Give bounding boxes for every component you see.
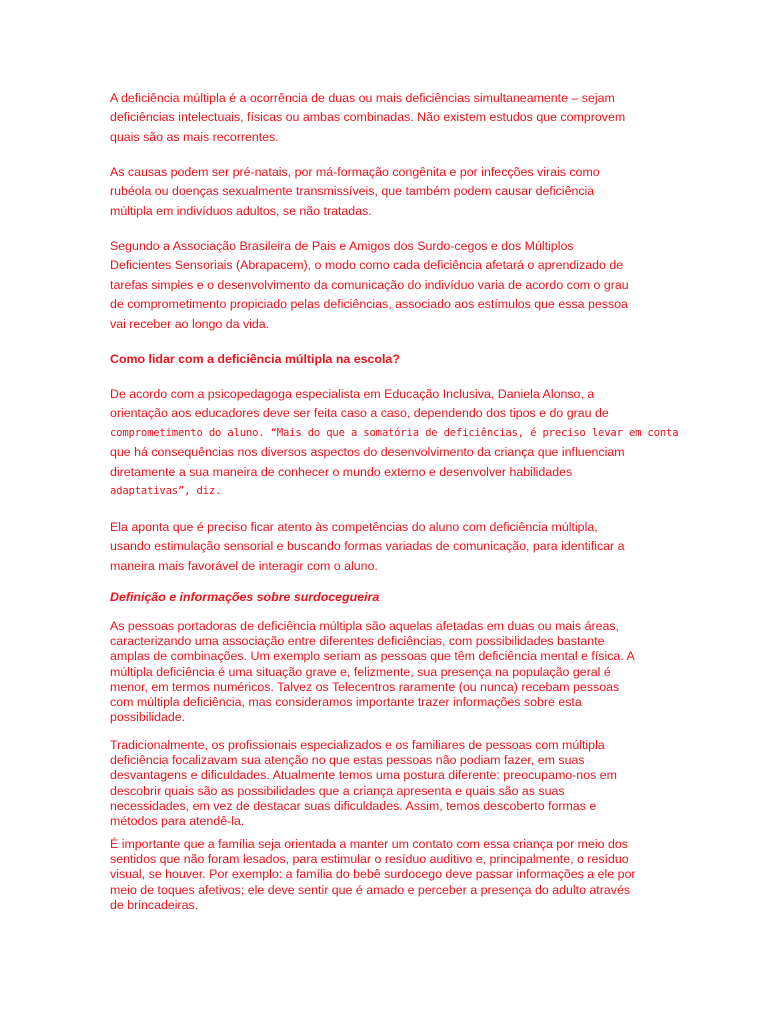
text-line: visual, se houver. Por exemplo: a família do bebê surdocego deve passar informações a ele por — [110, 867, 636, 882]
text-line: de brincadeiras. — [110, 897, 199, 912]
text-line: As causas podem ser pré-natais, por má-formação congênita e por infecções virais como — [110, 165, 600, 179]
text-line: comprometimento do aluno. “Mais do que a somatória de deficiências, é preciso levar em conta — [110, 426, 679, 439]
text-line: menor, em termos numéricos. Talvez os Telecentros raramente (ou nunca) recebam pessoas — [110, 679, 620, 694]
text-line: De acordo com a psicopedagoga especialista em Educação Inclusiva, Daniela Alonso, a — [110, 387, 595, 401]
text-line: quais são as mais recorrentes. — [110, 129, 279, 144]
paragraph-psychopedagogue — [110, 385, 679, 501]
text-line: possibilidade. — [110, 710, 186, 725]
paragraph-family — [110, 837, 670, 913]
text-line: tarefas simples e o desenvolvimento da comunicação do indivíduo varia de acordo com o grau — [110, 277, 629, 292]
text-line: métodos para atendê-la. — [110, 814, 245, 829]
paragraph-causes — [110, 163, 670, 221]
section-heading-deafblindness: Definição e informações sobre surdocegueira — [110, 590, 380, 604]
paragraph-definition — [110, 619, 670, 725]
text-line: caracterizando uma associação entre diferentes deficiências, com possibilidades bastante — [110, 634, 605, 649]
text-line: desvantagens e dificuldades. Atualmente temos uma postura diferente: preocupamo-nos em — [110, 768, 617, 783]
text-line: orientação aos educadores deve ser feita caso a caso, dependendo dos tipos e do grau de — [110, 406, 609, 421]
text-line: diretamente a sua maneira de conhecer o mundo externo e desenvolver habilidades — [110, 464, 573, 479]
text-line: amplas de combinações. Um exemplo seriam as pessoas que têm deficiência mental e física. A — [110, 649, 635, 664]
paragraph-abrapacem — [110, 237, 670, 334]
text-line: deficiências intelectuais, físicas ou ambas combinadas. Não existem estudos que comprovem — [110, 110, 626, 125]
text-line: que há consequências nos diversos aspectos do desenvolvimento da criança que influenciam — [110, 445, 625, 460]
text-line: A deficiência múltipla é a ocorrência de duas ou mais deficiências simultaneamente – sejam — [110, 91, 615, 105]
text-line: maneira mais favorável de interagir com o aluno. — [110, 558, 378, 573]
text-line: adaptativas”, diz. — [110, 485, 222, 498]
text-line: Deficientes Sensoriais (Abrapacem), o modo como cada deficiência afetará o aprendizado de — [110, 258, 624, 273]
text-line: É importante que a família seja orientada a manter um contato com essa criança por meio dos — [110, 837, 628, 851]
paragraph-traditionally — [110, 738, 670, 829]
text-line: múltipla deficiência é uma situação grave e, felizmente, sua presença na população geral é — [110, 664, 611, 679]
text-line: com múltipla deficiência, mas consideramos importante trazer informações sobre esta — [110, 695, 582, 710]
text-line: sentidos que não foram lesados, para estimular o resíduo auditivo e, principalmente, o resíduo — [110, 852, 629, 867]
text-line: meio de toques afetivos; ele deve sentir que é amado e perceber a presença do adulto através — [110, 882, 631, 897]
paragraph-intro — [110, 89, 670, 147]
text-line: descobrir quais são as possibilidades que a criança apresenta e quais são as suas — [110, 783, 565, 798]
text-line: Tradicionalmente, os profissionais especializados e os familiares de pessoas com múltipla — [110, 738, 605, 752]
text-line: deficiência focalizavam sua atenção no que estas pessoas não podiam fazer, em suas — [110, 753, 585, 768]
text-line: usando estimulação sensorial e buscando formas variadas de comunicação, para identificar a — [110, 539, 625, 554]
text-line: necessidades, em vez de destacar suas dificuldades. Assim, temos descoberto formas e — [110, 798, 597, 813]
text-line: Segundo a Associação Brasileira de Pais e Amigos dos Surdo-cegos e dos Múltiplos — [110, 239, 574, 253]
text-line: Ela aponta que é preciso ficar atento às competências do aluno com deficiência múltipla, — [110, 520, 598, 534]
section-heading-school: Como lidar com a deficiência múltipla na escola? — [110, 352, 400, 366]
text-line: vai receber ao longo da vida. — [110, 316, 270, 331]
text-line: múltipla em indivíduos adultos, se não tratadas. — [110, 203, 372, 218]
paragraph-competencies — [110, 518, 670, 576]
text-line: As pessoas portadoras de deficiência múltipla são aquelas afetadas em duas ou mais áreas, — [110, 619, 620, 633]
text-line: rubéola ou doenças sexualmente transmissíveis, que também podem causar deficiência — [110, 184, 595, 199]
text-line: de comprometimento propiciado pelas deficiências, associado aos estímulos que essa pessoa — [110, 297, 628, 312]
